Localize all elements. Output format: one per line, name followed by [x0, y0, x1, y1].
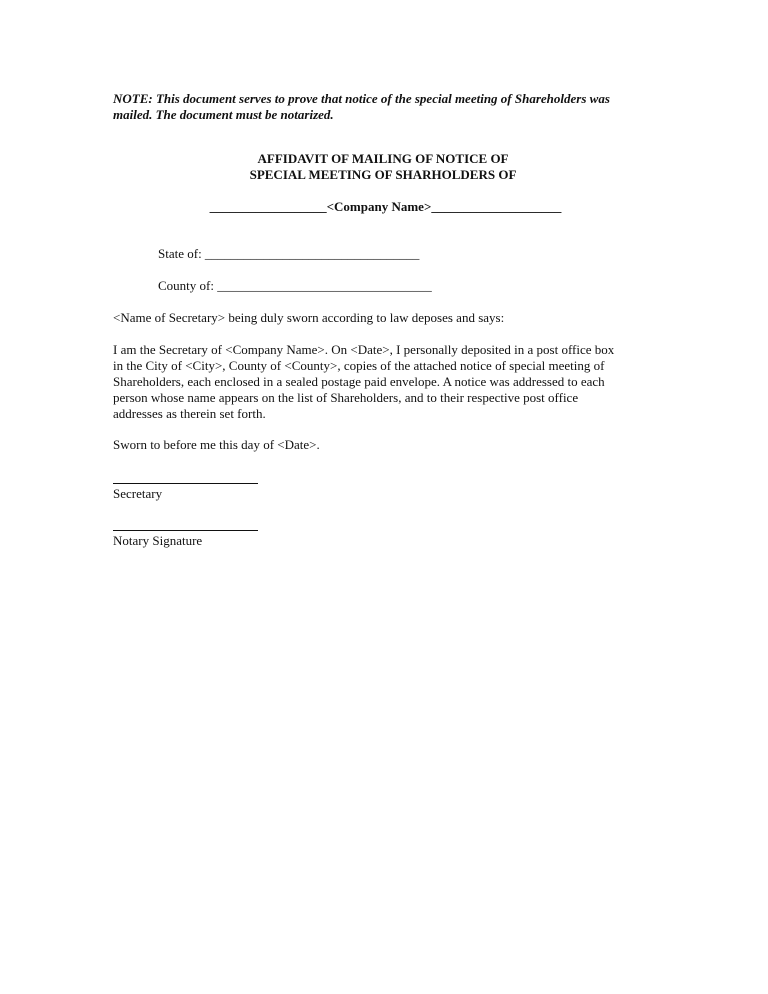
body-line: addresses as therein set forth.: [113, 406, 266, 421]
sworn-statement: Sworn to before me this day of <Date>.: [113, 437, 320, 452]
note-line: mailed. The document must be notarized.: [113, 107, 334, 122]
notary-signature-line: [113, 518, 258, 531]
title-line: AFFIDAVIT OF MAILING OF NOTICE OF: [257, 151, 509, 166]
county-field: County of: _________________________________: [158, 278, 432, 293]
secretary-signature-block: [113, 471, 258, 502]
company-name-line: __________________<Company Name>____________________: [209, 199, 562, 214]
deposes-statement: <Name of Secretary> being duly sworn according to law deposes and says:: [113, 310, 505, 325]
state-field: State of: _________________________________: [158, 246, 420, 261]
note-paragraph: [113, 91, 658, 123]
notary-label: Notary Signature: [113, 533, 203, 548]
note-line: NOTE: This document serves to prove that notice of the special meeting of Shareholders was: [113, 91, 610, 106]
affidavit-body: [113, 342, 658, 422]
body-line: Shareholders, each enclosed in a sealed postage paid envelope. A notice was addressed to each: [113, 374, 605, 389]
body-line: I am the Secretary of <Company Name>. On <Date>, I personally deposited in a post office box: [113, 342, 615, 357]
secretary-signature-line: [113, 471, 258, 484]
document-title: [113, 151, 653, 183]
body-line: person whose name appears on the list of Shareholders, and to their respective post office: [113, 390, 579, 405]
title-line: SPECIAL MEETING OF SHARHOLDERS OF: [249, 167, 517, 182]
notary-signature-block: [113, 518, 258, 549]
secretary-label: Secretary: [113, 486, 163, 501]
body-line: in the City of <City>, County of <County>, copies of the attached notice of special meeting of: [113, 358, 605, 373]
